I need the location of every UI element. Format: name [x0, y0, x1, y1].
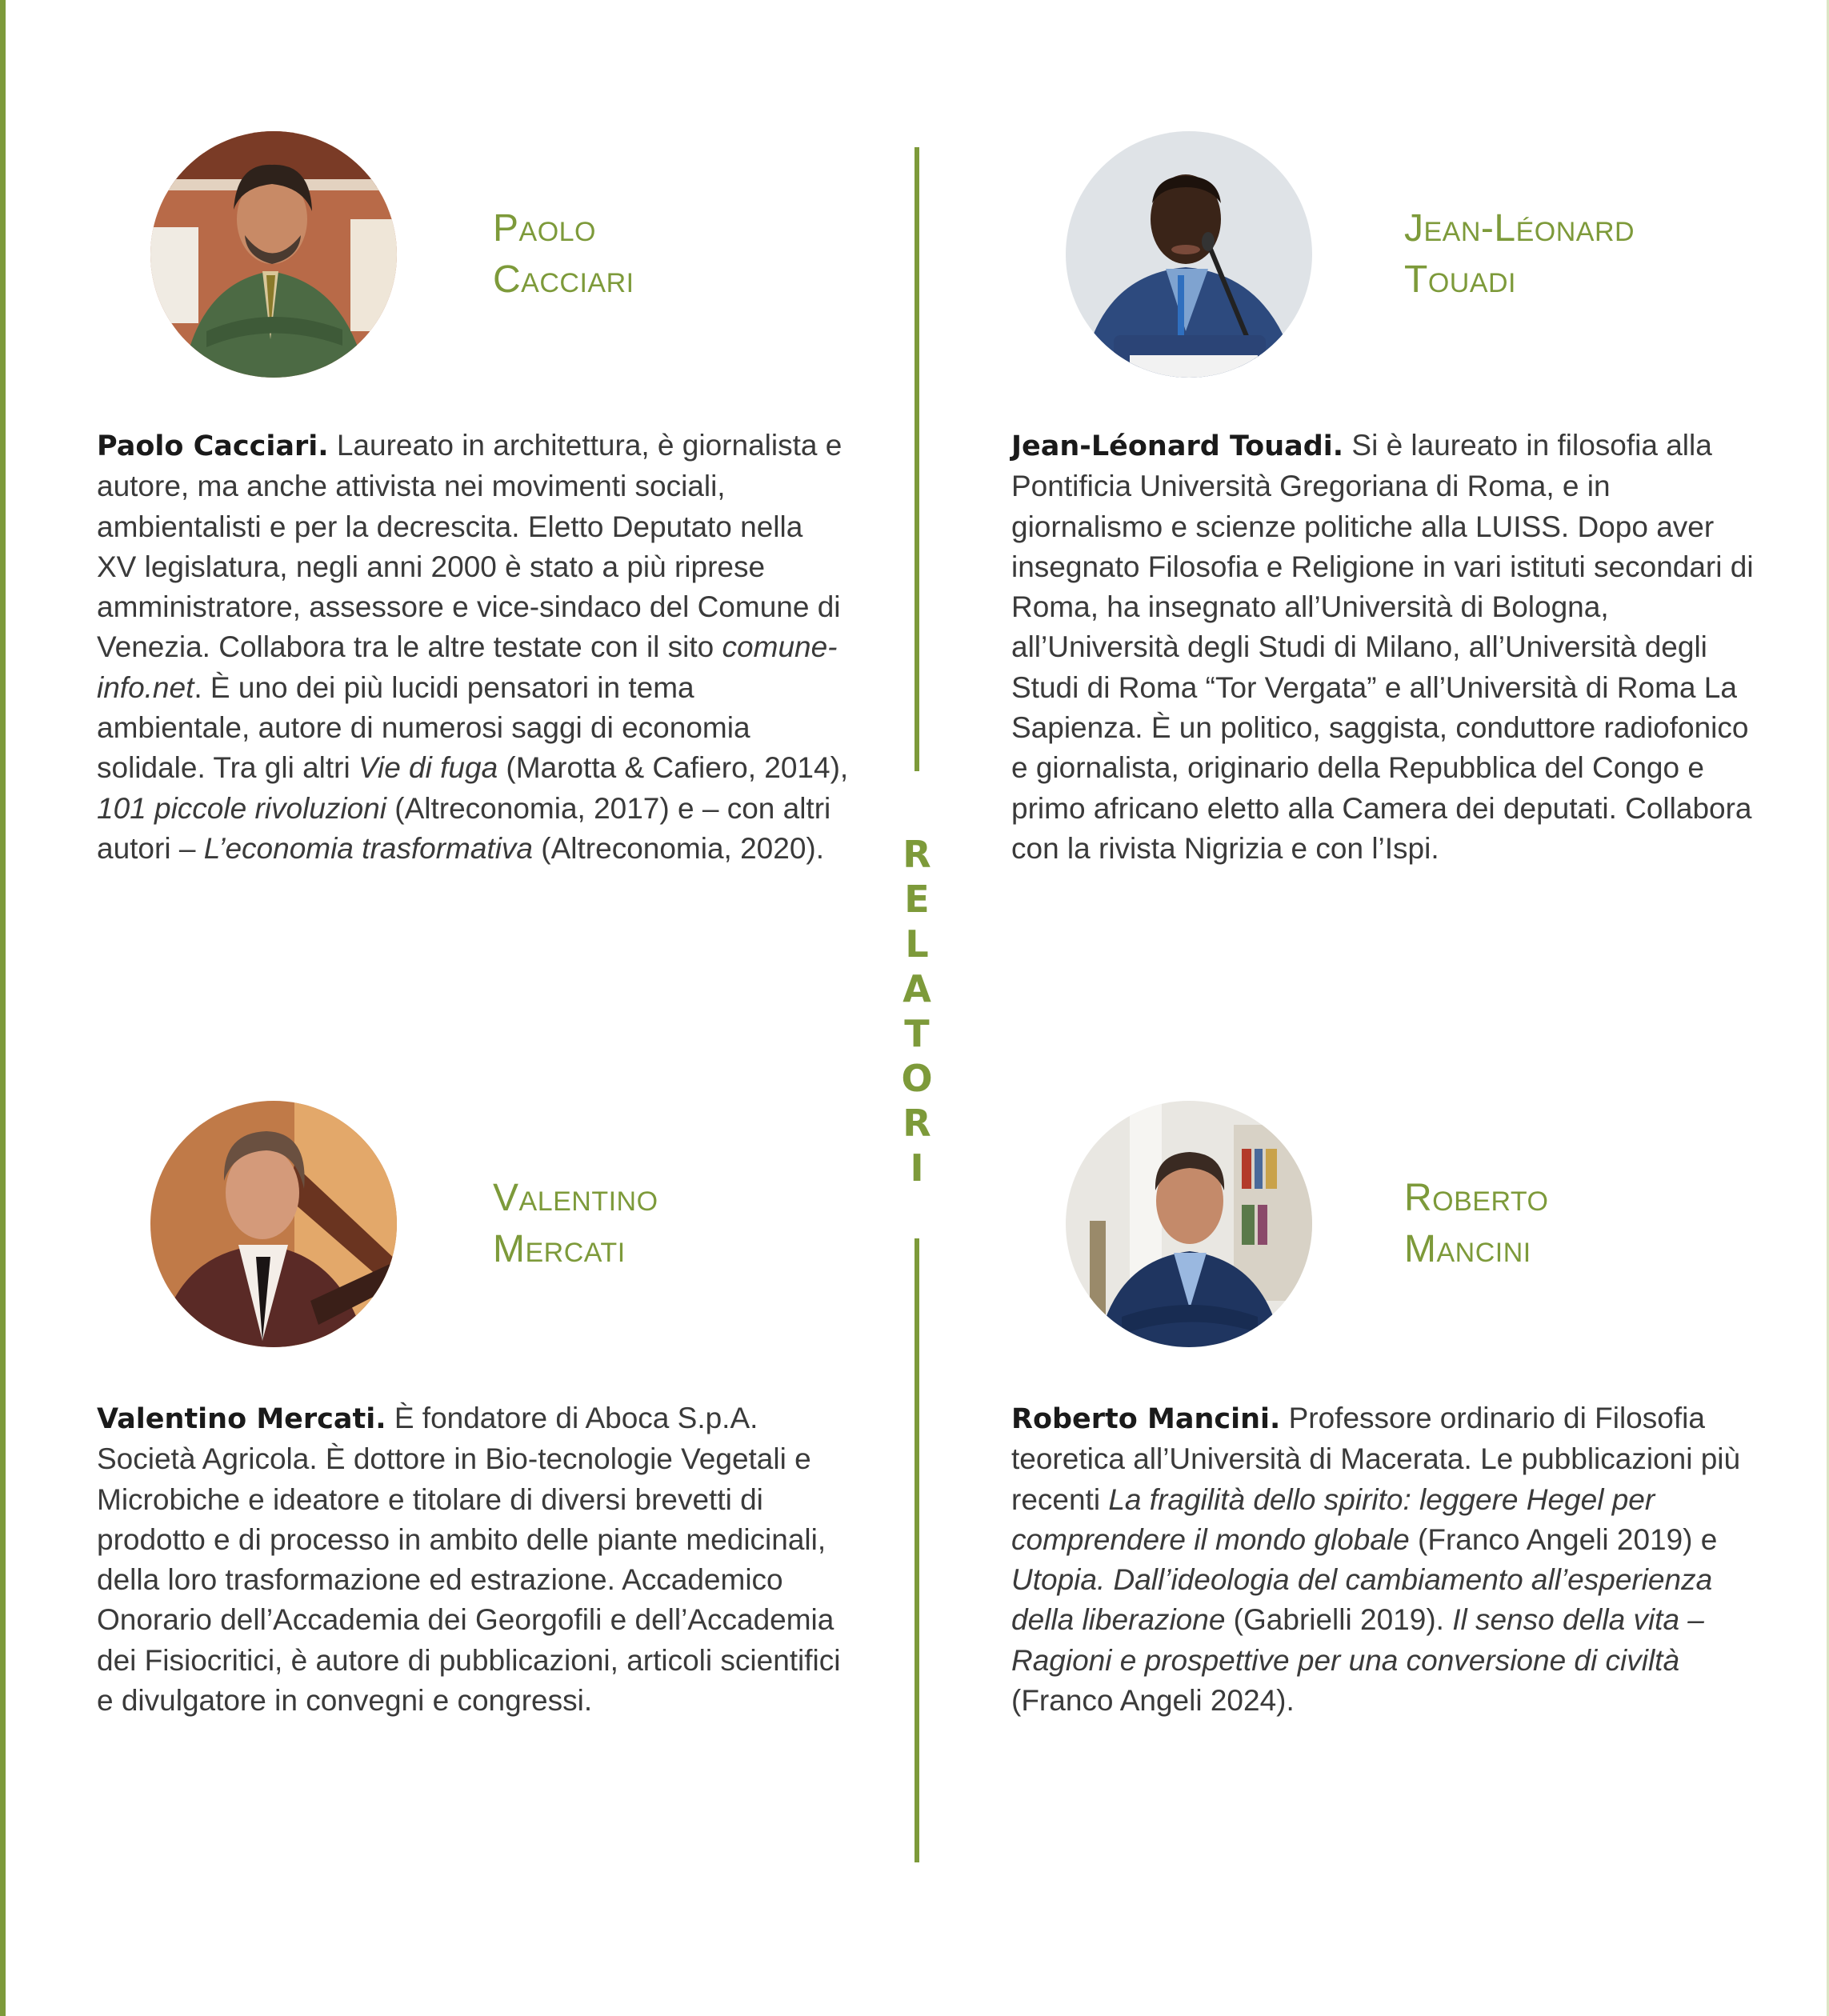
- section-title-relatori: [877, 832, 957, 1190]
- speaker-first-name: Jean-Léonard: [1404, 207, 1635, 250]
- bio-text: (Franco Angeli 2019) e: [1409, 1522, 1718, 1556]
- bio-name: Jean-Léonard Touadi.: [1011, 430, 1344, 462]
- bio-italic-title: Vie di fuga: [358, 751, 498, 785]
- title-letter: R: [902, 1102, 931, 1145]
- bio-italic-title: Utopia. Dall’ideologia del cambiamento all’esperienza della liberazione: [1011, 1563, 1713, 1637]
- bio-italic-title: La fragilità dello spirito: leggere Hegel per comprendere il mondo globale: [1011, 1482, 1655, 1556]
- bio-text: (Gabrielli 2019).: [1225, 1603, 1453, 1637]
- left-edge-stripe: [0, 0, 6, 2016]
- bio-italic-title: 101 piccole rivoluzioni: [97, 791, 386, 825]
- bio-text: Laureato in architettura, è giornalista e autore, ma anche attivista nei movimenti sociali, ambientalisti e per la decrescita. Eletto Deputato nella XV legislatura, negli anni 2000 è stato a più riprese amministratore, assessore e vice-sindaco del Comune di Venezia. Collabora tra le altre testate con il sito: [97, 429, 842, 664]
- bio-text: Si è laureato in filosofia alla Pontificia Università Gregoriana di Roma, e in giornalismo e scienze politiche alla LUISS. Dopo aver insegnato Filosofia e Religione in vari istituti secondari di Roma, ha insegnato all’Università di Bologna, all’Università degli Studi di Milano, all’Università degli Studi di Roma “Tor Vergata” e all’Università di Roma La Sapienza. È un politico, saggista, conduttore radiofonico e giornalista, originario della Repubblica del Congo e primo africano eletto alla Camera dei deputati. Collabora con la rivista Nigrizia e con l’Ispi.: [1011, 429, 1754, 865]
- bio-name: Valentino Mercati.: [97, 1403, 386, 1435]
- bio-text: Professore ordinario di Filosofia teoretica all’Università di Macerata. Le pubblicazioni più recenti: [1011, 1402, 1741, 1516]
- speaker-first-name: Paolo: [493, 207, 596, 250]
- bio-text: (Franco Angeli 2024).: [1011, 1684, 1295, 1718]
- speaker-bio: [1011, 426, 1763, 869]
- title-letter: R: [902, 833, 931, 876]
- speaker-last-name: Mancini: [1404, 1228, 1531, 1270]
- title-letter: L: [905, 922, 929, 966]
- title-letter: A: [902, 967, 931, 1010]
- bio-text: (Altreconomia, 2017) e – con altri autori –: [97, 791, 831, 865]
- speaker-first-name: Roberto: [1404, 1177, 1549, 1219]
- bio-name: Roberto Mancini.: [1011, 1403, 1281, 1435]
- speaker-photo-valentino-mercati: [150, 1101, 397, 1347]
- title-letter: T: [904, 1012, 930, 1055]
- bio-italic-title: Il senso della vita – Ragioni e prospettive per una conversione di civiltà: [1011, 1603, 1704, 1677]
- divider-line-top: [914, 147, 919, 771]
- speaker-first-name: Valentino: [493, 1177, 658, 1219]
- bio-text: È fondatore di Aboca S.p.A. Società Agricola. È dottore in Bio-tecnologie Vegetali e Microbiche e ideatore e titolare di diversi brevetti di prodotto e di processo in ambito delle piante medicinali, della loro trasformazione ed estrazione. Accademico Onorario dell’Accademia dei Georgofili e dell’Accademia dei Fisiocritici, è autore di pubblicazioni, articoli scientifici e divulgatore in convegni e congressi.: [97, 1402, 841, 1718]
- bio-text: . È uno dei più lucidi pensatori in tema ambientale, autore di numerosi saggi di economia solidale. Tra gli altri: [97, 670, 750, 785]
- bio-italic-title: comune-info.net: [97, 630, 838, 704]
- speaker-name-heading: [493, 203, 634, 306]
- divider-line-bottom: [914, 1238, 919, 1862]
- bio-italic-title: L’economia trasformativa: [203, 831, 534, 865]
- speaker-photo-paolo-cacciari: [150, 131, 397, 378]
- bio-name: Paolo Cacciari.: [97, 430, 329, 462]
- speaker-last-name: Cacciari: [493, 258, 634, 301]
- speaker-photo-jean-leonard-touadi: [1066, 131, 1312, 378]
- title-letter: I: [910, 1146, 924, 1190]
- bio-text: (Altreconomia, 2020).: [533, 831, 825, 865]
- speaker-bio: [1011, 1398, 1763, 1721]
- speaker-last-name: Touadi: [1404, 258, 1516, 301]
- title-letter: E: [904, 878, 930, 921]
- speaker-photo-roberto-mancini: [1066, 1101, 1312, 1347]
- speaker-bio: [97, 426, 849, 869]
- speaker-name-heading: [493, 1173, 658, 1275]
- speaker-name-heading: [1404, 203, 1635, 306]
- speaker-bio: [97, 1398, 849, 1721]
- bio-text: (Marotta & Cafiero, 2014),: [498, 751, 849, 785]
- title-letter: O: [901, 1057, 933, 1100]
- speaker-name-heading: [1404, 1173, 1549, 1275]
- speaker-last-name: Mercati: [493, 1228, 626, 1270]
